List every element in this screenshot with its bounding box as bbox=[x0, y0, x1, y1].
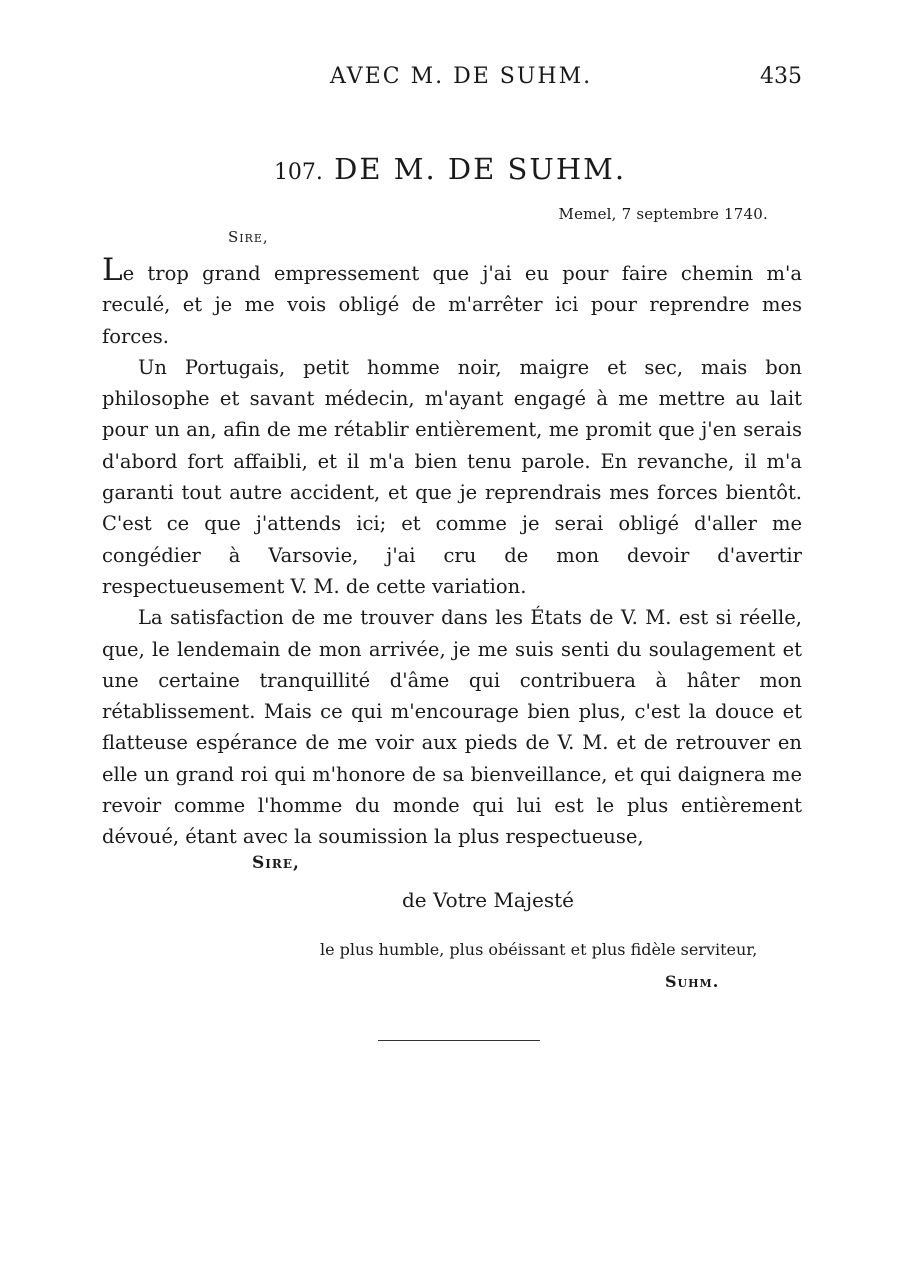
letter-paragraph-3: La satisfaction de me trouver dans les États de V. M. est si réelle, que, le lendemain de mon arrivée, je me suis senti du soulagement et une certaine tranquillité d'âme qui contribuera à hâter mon rétablissement. Mais ce qui m'encourage bien plus, c'est la douce et flatteuse espérance de me voir aux pieds de V. M. et de retrouver en elle un grand roi qui m'honore de sa bienveillance, et qui daignera me revoir comme l'homme du monde qui lui est le plus entièrement dévoué, étant avec la soumission la plus respectueuse, bbox=[102, 606, 802, 849]
letter-dateline: Memel, 7 septembre 1740. bbox=[558, 205, 768, 223]
end-rule-divider bbox=[378, 1040, 540, 1041]
closing-servant-formula: le plus humble, plus obéissant et plus fidèle serviteur, bbox=[320, 940, 758, 959]
page-number: 435 bbox=[760, 64, 802, 89]
letter-title: DE M. DE SUHM. bbox=[334, 152, 627, 186]
closing-majesty: de Votre Majesté bbox=[402, 888, 575, 912]
letter-number: 107. bbox=[273, 160, 323, 185]
running-head-title: AVEC M. DE SUHM. bbox=[330, 64, 593, 89]
closing-salutation: Sire, bbox=[252, 853, 300, 873]
letter-heading bbox=[0, 152, 900, 186]
letter-paragraph-1: Le trop grand empressement que j'ai eu pour faire chemin m'a reculé, et je me vois obligé de m'arrêter ici pour reprendre mes forces. bbox=[102, 252, 802, 348]
letter-salutation: Sire, bbox=[228, 228, 269, 246]
letter-body bbox=[102, 252, 802, 853]
running-head bbox=[0, 64, 900, 94]
letter-paragraph-2: Un Portugais, petit homme noir, maigre et sec, mais bon philosophe et savant médecin, m'ayant engagé à me mettre au lait pour un an, afin de me rétablir entièrement, me promit que j'en serais d'abord fort affaibli, et il m'a bien tenu parole. En revanche, il m'a garanti tout autre accident, et que je reprendrais mes forces bientôt. C'est ce que j'attends ici; et comme je serai obligé d'aller me congédier à Varsovie, j'ai cru de mon devoir d'avertir respectueusement V. M. de cette variation. bbox=[102, 355, 802, 598]
signature: Suhm. bbox=[665, 972, 720, 991]
